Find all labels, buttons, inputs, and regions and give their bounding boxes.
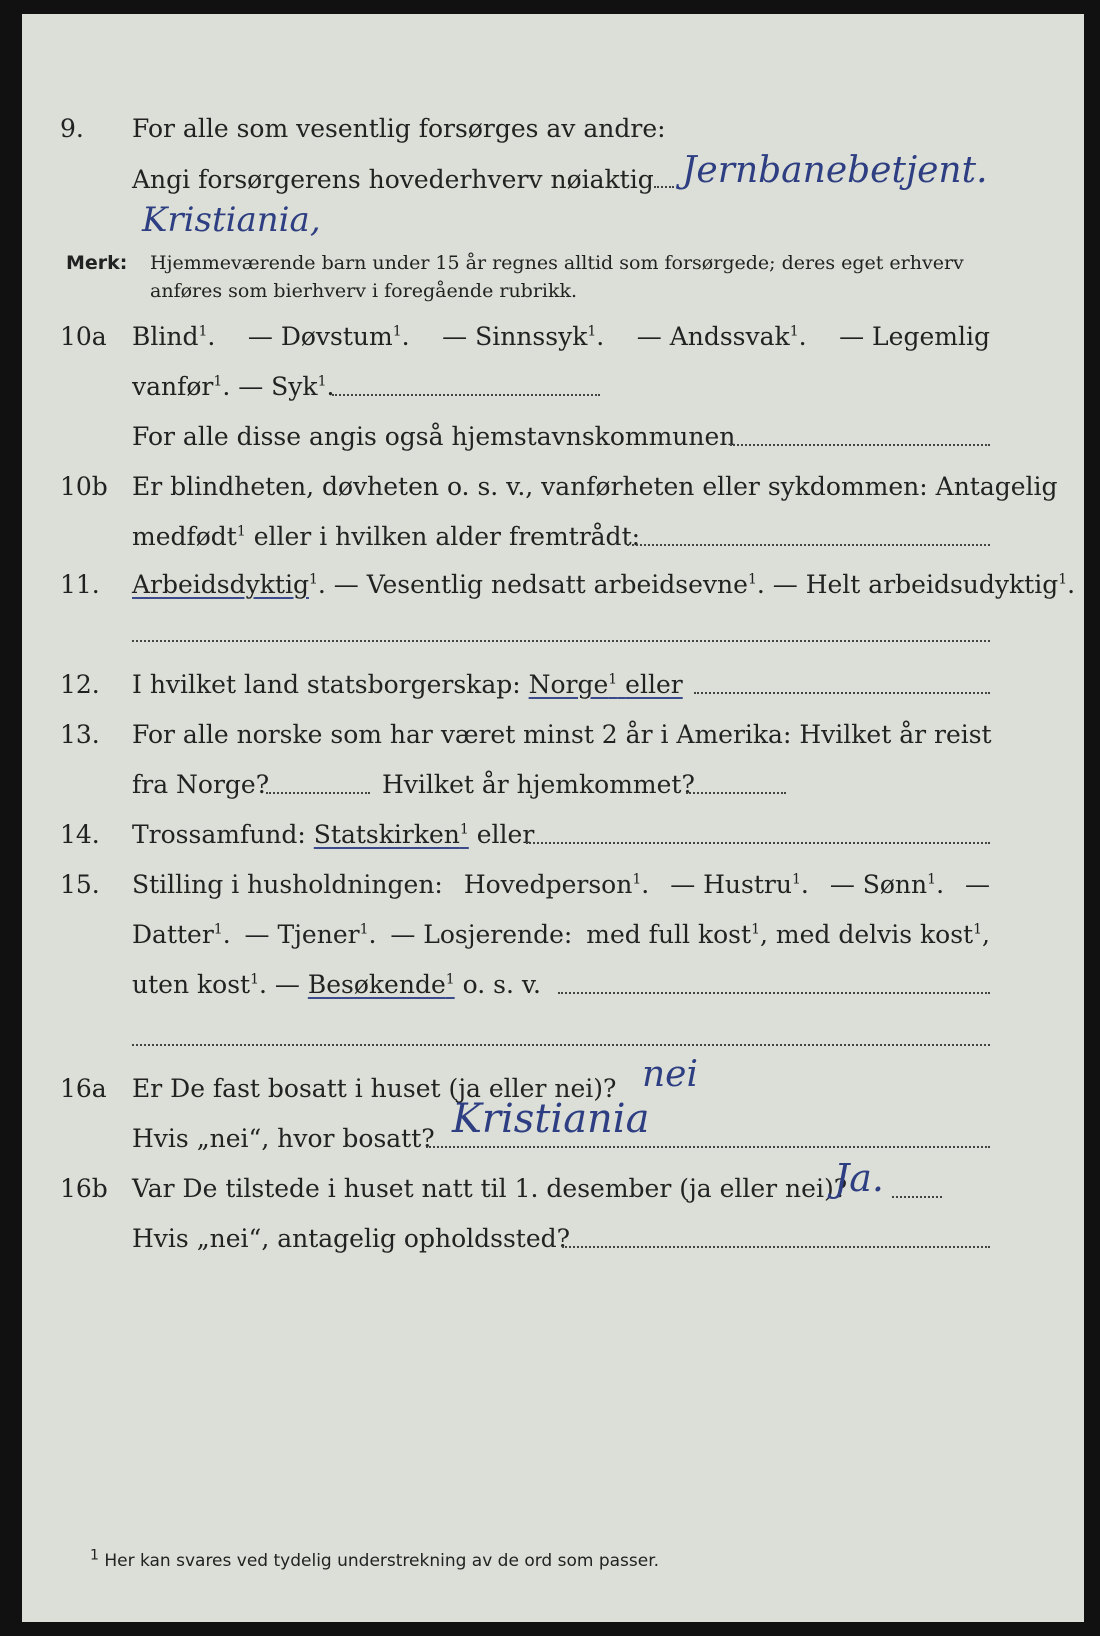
q10a-fill-line1: [332, 394, 600, 396]
question-number-13: 13.: [60, 720, 100, 749]
option-hustru[interactable]: — Hustru$^1$.: [670, 870, 809, 899]
q16a-fill-line: [426, 1146, 990, 1148]
merk-label: Merk:: [66, 252, 128, 274]
q16b-text-line2: Hvis „nei“, antagelig opholdssted?: [132, 1224, 571, 1253]
q15-fill-line2: [132, 1044, 990, 1046]
question-number-16b: 16b: [60, 1174, 108, 1203]
q11-fill-line: [132, 640, 990, 642]
question-number-11: 11.: [60, 570, 100, 599]
option-vanfor[interactable]: vanfør$^1$.: [132, 372, 231, 401]
q10b-text-line2: medfødt$^1$ eller i hvilken alder fremtrådt:: [132, 522, 641, 551]
q16b-fill-line1: [892, 1196, 942, 1198]
question-number-16a: 16a: [60, 1074, 107, 1103]
q12-text: I hvilket land statsborgerskap: Norge$^1$ eller: [132, 670, 683, 699]
q11-options: Arbeidsdyktig$^1$. — Vesentlig nedsatt arbeidsevne$^1$. — Helt arbeidsudyktig$^1$.: [132, 570, 1076, 599]
q12-fill-line: [694, 692, 990, 694]
q15-fill-line1: [558, 992, 990, 994]
option-datter[interactable]: Datter$^1$.: [132, 920, 231, 949]
q9-text-line2: Angi forsørgerens hovederhverv nøiaktig: [132, 165, 654, 194]
census-form-page: [22, 14, 1084, 1622]
q10a-options-line1: [132, 322, 990, 351]
q16a-handwritten-answer1: nei: [642, 1054, 699, 1095]
q14-text: Trossamfund: Statskirken$^1$ eller: [132, 820, 535, 849]
q10a-fill-line2: [730, 444, 990, 446]
option-full-kost[interactable]: med full kost$^1$, med delvis kost$^1$,: [586, 920, 990, 949]
option-statskirken[interactable]: Statskirken$^1$: [313, 820, 469, 849]
question-number-15: 15.: [60, 870, 100, 899]
question-number-14: 14.: [60, 820, 100, 849]
q9-handwritten-occupation: Jernbanebetjent.: [682, 150, 988, 191]
option-sonn[interactable]: — Sønn$^1$.: [829, 870, 945, 899]
q9-handwritten-place: Kristiania,: [142, 200, 321, 240]
question-number-10b: 10b: [60, 472, 108, 501]
q9-text-line1: For alle som vesentlig forsørges av andre:: [132, 114, 666, 143]
q13-text-line2b: Hvilket år hjemkommet?: [382, 770, 695, 799]
q13-fill-line2: [686, 792, 786, 794]
option-andssvak[interactable]: — Andssvak$^1$.: [636, 322, 807, 351]
q15-options-line1: Stilling i husholdningen: Hovedperson$^1$. — Hustru$^1$. — Sønn$^1$. —: [132, 870, 990, 899]
question-number-9: 9.: [60, 114, 84, 143]
q14-fill-line: [526, 842, 990, 844]
option-blind[interactable]: Blind$^1$.: [132, 322, 216, 351]
q10a-options-line2: [132, 372, 334, 401]
merk-text-line2: anføres som bierhverv i foregående rubrikk.: [150, 280, 578, 302]
q15-options-line3: uten kost$^1$. — Besøkende$^1$ o. s. v.: [132, 970, 541, 999]
q16b-text-line1: Var De tilstede i huset natt til 1. desember (ja eller nei)?: [132, 1174, 848, 1203]
option-norge[interactable]: Norge$^1$ eller: [528, 670, 683, 699]
option-legemlig[interactable]: — Legemlig: [839, 322, 990, 351]
q10b-fill-line: [627, 544, 990, 546]
option-arbeidsdyktig[interactable]: Arbeidsdyktig: [132, 570, 309, 599]
q15-options-line2: Datter$^1$. — Tjener$^1$. — Losjerende: med full kost$^1$, med delvis kost$^1$,: [132, 920, 990, 949]
q9-fill-line: [654, 186, 674, 188]
q16b-handwritten-answer: Ja.: [834, 1156, 884, 1200]
option-dovstum[interactable]: — Døvstum$^1$.: [247, 322, 410, 351]
option-syk[interactable]: — Syk$^1$.: [238, 372, 335, 401]
q16a-text-line1: Er De fast bosatt i huset (ja eller nei)?: [132, 1074, 617, 1103]
option-besokende[interactable]: Besøkende$^1$: [307, 970, 455, 999]
option-tjener[interactable]: — Tjener$^1$.: [244, 920, 377, 949]
footnote: $^1$ Her kan svares ved tydelig understrekning av de ord som passer.: [90, 1547, 660, 1571]
q16b-fill-line2: [562, 1246, 990, 1248]
question-number-10a: 10a: [60, 322, 107, 351]
q10a-text-line3: For alle disse angis også hjemstavnskommunen: [132, 422, 736, 451]
option-hovedperson[interactable]: Hovedperson$^1$.: [463, 870, 650, 899]
q16a-text-line2: Hvis „nei“, hvor bosatt?: [132, 1124, 435, 1153]
q13-fill-line1: [266, 792, 370, 794]
q10b-text-line1: Er blindheten, døvheten o. s. v., vanførheten eller sykdommen: Antagelig: [132, 472, 1058, 501]
merk-text-line1: Hjemmeværende barn under 15 år regnes alltid som forsørgede; deres eget erhverv: [150, 252, 964, 274]
q13-text-line1: For alle norske som har været minst 2 år i Amerika: Hvilket år reist: [132, 720, 992, 749]
q16a-handwritten-answer2: Kristiania: [452, 1096, 650, 1142]
question-number-12: 12.: [60, 670, 100, 699]
option-sinnssyk[interactable]: — Sinnssyk$^1$.: [442, 322, 605, 351]
option-uten-kost[interactable]: uten kost: [132, 970, 251, 999]
q13-text-line2a: fra Norge?: [132, 770, 270, 799]
